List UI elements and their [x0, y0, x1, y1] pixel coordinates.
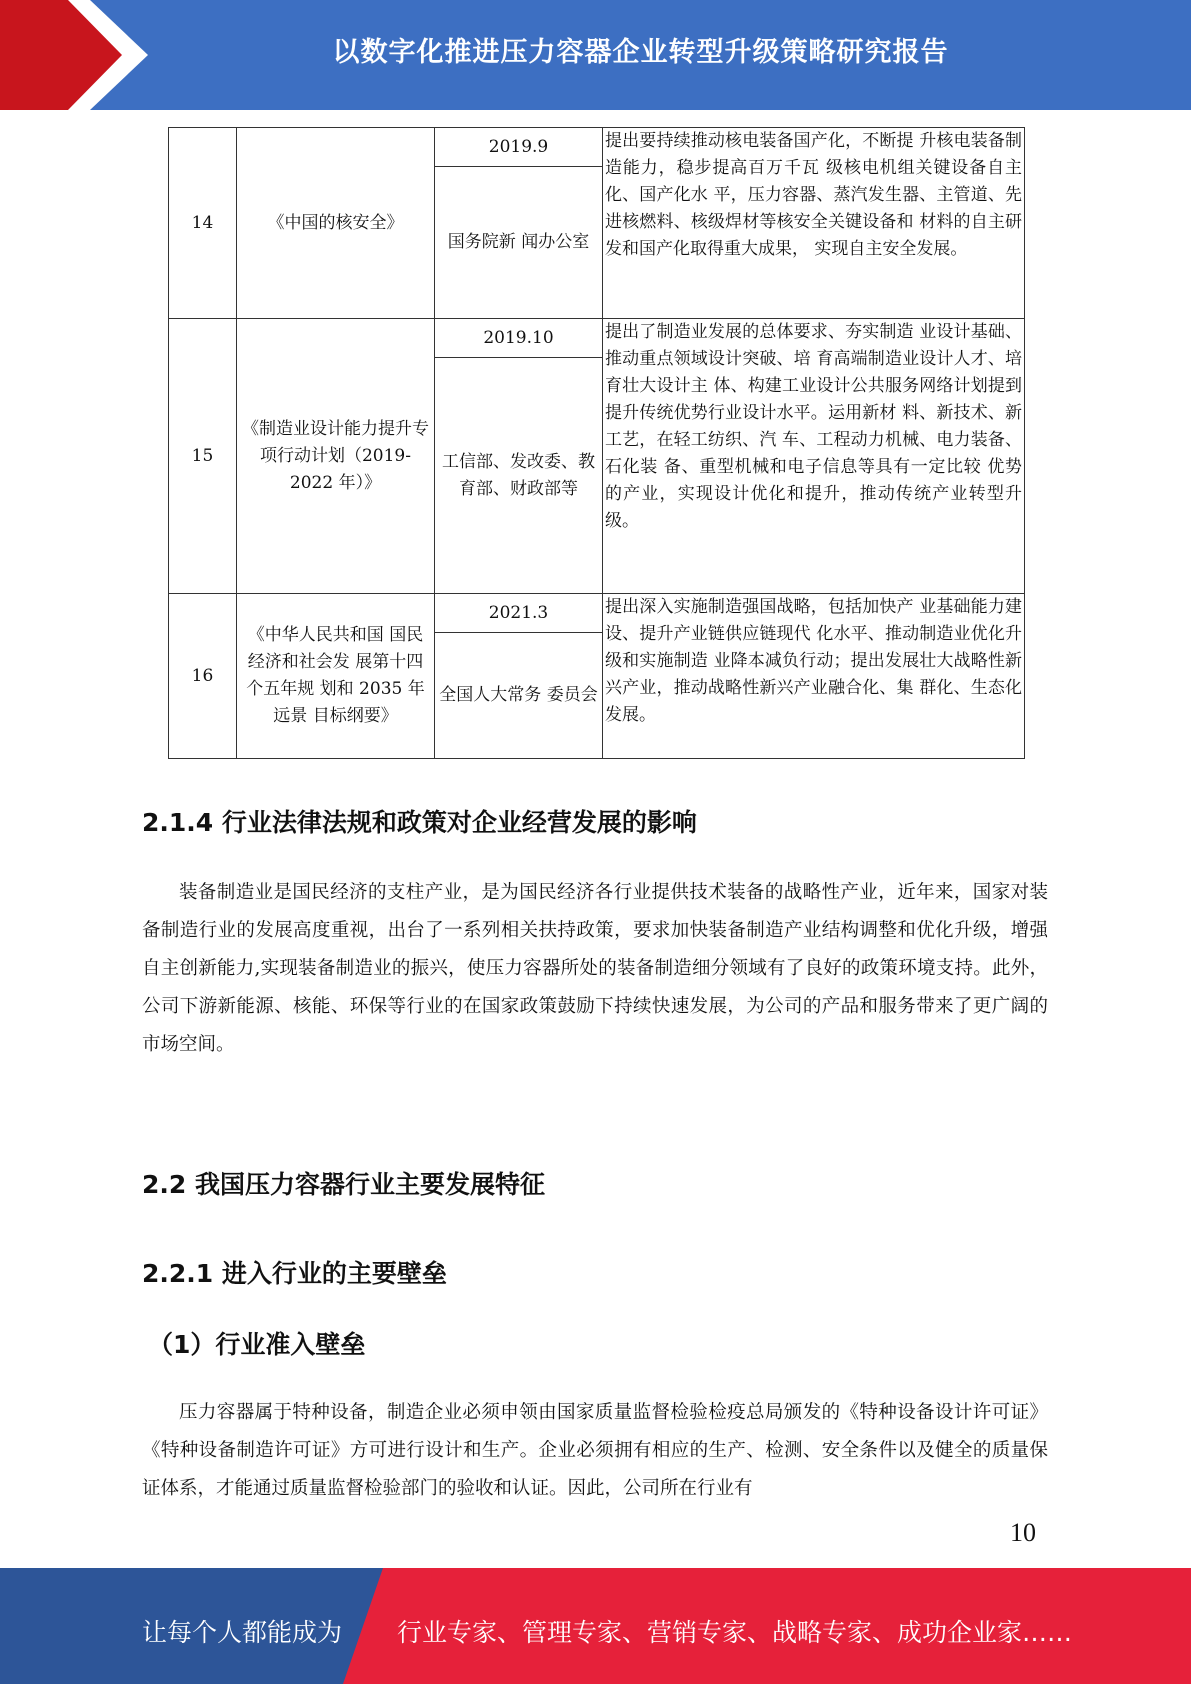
page-footer: [0, 1568, 1191, 1684]
subsection-heading: （1）行业准入壁垒: [148, 1330, 366, 1359]
section-heading-2-2-1: 2.2.1 进入行业的主要壁垒: [142, 1259, 447, 1288]
policy-name: 《中国的核安全》: [237, 128, 435, 319]
policy-date: 2019.10: [435, 319, 603, 358]
policy-issuer: 国务院新 闻办公室: [435, 167, 603, 319]
report-title: 以数字化推进压力容器企业转型升级策略研究报告: [332, 37, 949, 68]
page-header: [0, 0, 1191, 110]
page-number: 10: [1010, 1518, 1036, 1547]
policy-name: 《制造业设计能力提升专项行动计划（2019-2022 年）》: [237, 319, 435, 594]
footer-slogan-left: 让每个人都能成为: [142, 1618, 343, 1647]
section-paragraph: 压力容器属于特种设备，制造企业必须申领由国家质量监督检验检疫总局颁发的《特种设备设计许可证》《特种设备制造许可证》方可进行设计和生产。企业必须拥有相应的生产、检测、安全条件以及健全的质量保证体系，才能通过质量监督检验部门的验收和认证。因此，公司所在行业有: [142, 1402, 1048, 1499]
table-row: [169, 319, 1025, 358]
policy-issuer: 工信部、发改委、教育部、财政部等: [435, 358, 603, 594]
policy-description: 提出深入实施制造强国战略，包括加快产 业基础能力建设、提升产业链供应链现代 化水平、推动制造业优化升级和实施制造 业降本减负行动；提出发展壮大战略性新 兴产业，推动战略性新兴产业融合化、集 群化、生态化发展。: [603, 594, 1025, 759]
policy-description: 提出要持续推动核电装备国产化，不断提 升核电装备制造能力，稳步提高百万千瓦 级核电机组关键设备自主化、国产化水 平，压力容器、蒸汽发生器、主管道、先 进核燃料、核级焊材等核安全关键设备和 材料的自主研发和国产化取得重大成果， 实现自主安全发展。: [603, 128, 1025, 319]
row-number: 15: [169, 319, 237, 594]
section-heading-2-1-4: 2.1.4 行业法律法规和政策对企业经营发展的影响: [142, 808, 697, 837]
policy-name: 《中华人民共和国 国民经济和社会发 展第十四个五年规 划和 2035 年远景 目标纲要》: [237, 594, 435, 759]
header-arrow-icon: [0, 0, 150, 110]
table-row: [169, 594, 1025, 633]
policy-date: 2019.9: [435, 128, 603, 167]
policy-description: 提出了制造业发展的总体要求、夯实制造 业设计基础、推动重点领域设计突破、培 育高端制造业设计人才、培育壮大设计主 体、构建工业设计公共服务网络计划提到 提升传统优势行业设计水平。运用新材 料、新技术、新工艺，在轻工纺织、汽 车、工程动力机械、电力装备、石化装 备、重型机械和电子信息等具有一定比较 优势的产业，实现设计优化和提升，推动传统产业转型升级。: [603, 319, 1025, 594]
table-row: [169, 128, 1025, 167]
section-heading-2-2: 2.2 我国压力容器行业主要发展特征: [142, 1170, 545, 1199]
row-number: 14: [169, 128, 237, 319]
policy-table: [168, 127, 1025, 759]
policy-issuer: 全国人大常务 委员会: [435, 633, 603, 759]
row-number: 16: [169, 594, 237, 759]
section-paragraph: 装备制造业是国民经济的支柱产业，是为国民经济各行业提供技术装备的战略性产业，近年来，国家对装备制造行业的发展高度重视，出台了一系列相关扶持政策，要求加快装备制造产业结构调整和优化升级，增强自主创新能力,实现装备制造业的振兴，使压力容器所处的装备制造细分领域有了良好的政策环境支持。此外，公司下游新能源、核能、环保等行业的在国家政策鼓励下持续快速发展，为公司的产品和服务带来了更广阔的市场空间。: [142, 882, 1048, 1055]
policy-date: 2021.3: [435, 594, 603, 633]
footer-slogan-right: 行业专家、管理专家、营销专家、战略专家、成功企业家……: [397, 1618, 1073, 1647]
